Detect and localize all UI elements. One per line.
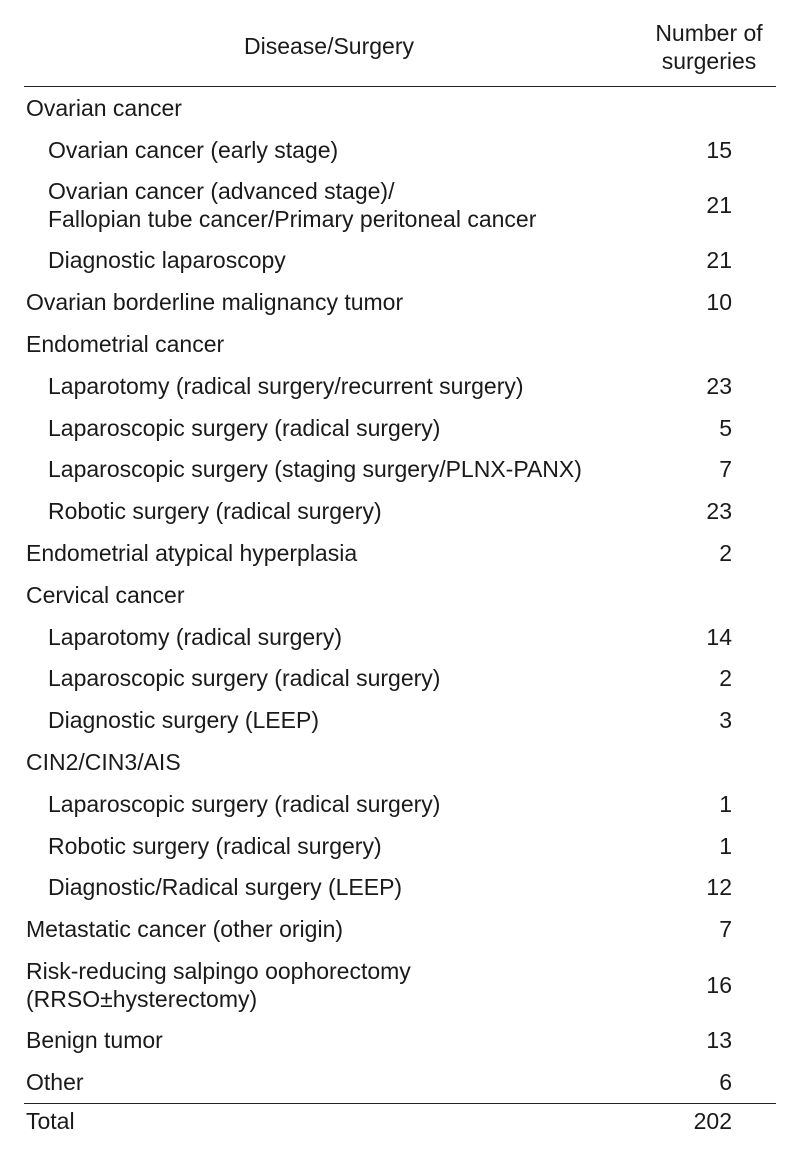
table-row bbox=[24, 616, 776, 658]
row-label bbox=[24, 177, 692, 233]
row-label bbox=[24, 246, 692, 274]
row-label bbox=[24, 1026, 692, 1054]
row-label bbox=[24, 497, 692, 525]
table-row bbox=[24, 87, 776, 129]
table-row bbox=[24, 741, 776, 783]
row-label bbox=[24, 539, 692, 567]
row-label bbox=[24, 664, 692, 692]
row-label bbox=[24, 748, 692, 776]
table-row bbox=[24, 658, 776, 700]
table-row bbox=[24, 1019, 776, 1061]
total-label: Total bbox=[26, 1107, 75, 1134]
table-row bbox=[24, 407, 776, 449]
row-label-text: Benign tumor bbox=[26, 1027, 163, 1054]
row-label bbox=[24, 581, 692, 609]
table-row bbox=[24, 171, 776, 240]
row-count: 3 bbox=[719, 707, 732, 734]
row-label bbox=[24, 136, 692, 164]
table-row bbox=[24, 950, 776, 1019]
header-count-line2: surgeries bbox=[661, 48, 757, 74]
row-label-text-line2: (RRSO±hysterectomy) bbox=[26, 985, 258, 1012]
table-row bbox=[24, 574, 776, 616]
total-row bbox=[24, 1103, 776, 1138]
row-label bbox=[24, 915, 692, 943]
row-label-text: Robotic surgery (radical surgery) bbox=[48, 498, 382, 525]
surgery-table bbox=[24, 14, 776, 1138]
row-label-text: Diagnostic laparoscopy bbox=[48, 247, 286, 274]
table-row bbox=[24, 908, 776, 950]
row-label-text: Laparotomy (radical surgery) bbox=[48, 623, 343, 650]
row-count: 7 bbox=[719, 456, 732, 483]
header-number-of-surgeries bbox=[634, 19, 784, 75]
row-count: 2 bbox=[719, 540, 732, 567]
row-count: 14 bbox=[706, 623, 732, 650]
table-row bbox=[24, 281, 776, 323]
row-count: 13 bbox=[706, 1027, 732, 1054]
row-label-text: Metastatic cancer (other origin) bbox=[26, 916, 344, 943]
total-count: 202 bbox=[693, 1107, 732, 1134]
row-label-text: Ovarian borderline malignancy tumor bbox=[26, 289, 404, 316]
row-label bbox=[24, 288, 692, 316]
row-label-text: Risk-reducing salpingo oophorectomy bbox=[26, 957, 411, 984]
row-label-text: Robotic surgery (radical surgery) bbox=[48, 832, 382, 859]
table-body bbox=[24, 87, 776, 1103]
row-count: 23 bbox=[706, 372, 732, 399]
row-label-text: Cervical cancer bbox=[26, 581, 185, 608]
row-count: 2 bbox=[719, 665, 732, 692]
table-row bbox=[24, 365, 776, 407]
table-row bbox=[24, 867, 776, 909]
row-label-text: Endometrial atypical hyperplasia bbox=[26, 540, 358, 567]
row-label bbox=[24, 957, 692, 1013]
row-label-text: Ovarian cancer (advanced stage)/ bbox=[48, 178, 395, 205]
row-label-text: Laparoscopic surgery (radical surgery) bbox=[48, 665, 441, 692]
table-row bbox=[24, 323, 776, 365]
table-row bbox=[24, 699, 776, 741]
row-label bbox=[24, 790, 692, 818]
row-label-text: Diagnostic/Radical surgery (LEEP) bbox=[48, 874, 403, 901]
table-row bbox=[24, 490, 776, 532]
row-label-text: Ovarian cancer (early stage) bbox=[48, 136, 339, 163]
row-label bbox=[24, 330, 692, 358]
row-label-text: Ovarian cancer bbox=[26, 94, 182, 121]
table-row bbox=[24, 825, 776, 867]
row-count: 6 bbox=[719, 1068, 732, 1095]
row-label bbox=[24, 372, 692, 400]
row-count: 23 bbox=[706, 498, 732, 525]
row-label-text-line2: Fallopian tube cancer/Primary peritoneal cancer bbox=[48, 206, 537, 233]
row-label-text: Laparoscopic surgery (staging surgery/PLNX-PANX) bbox=[48, 456, 582, 483]
row-label-text: Endometrial cancer bbox=[26, 331, 225, 358]
row-count: 10 bbox=[706, 289, 732, 316]
table-header bbox=[24, 14, 776, 87]
row-label-text: CIN2/CIN3/AIS bbox=[26, 749, 181, 776]
table-row bbox=[24, 449, 776, 491]
header-disease-surgery: Disease/Surgery bbox=[243, 33, 415, 59]
table-row bbox=[24, 1061, 776, 1103]
row-label bbox=[24, 706, 692, 734]
row-count: 21 bbox=[706, 192, 732, 219]
row-label-text: Laparotomy (radical surgery/recurrent surgery) bbox=[48, 372, 524, 399]
row-label bbox=[24, 455, 692, 483]
table-row bbox=[24, 129, 776, 171]
row-label bbox=[24, 414, 692, 442]
row-label bbox=[24, 873, 692, 901]
header-count-line1: Number of bbox=[655, 20, 763, 46]
row-count: 15 bbox=[706, 136, 732, 163]
row-label bbox=[24, 623, 692, 651]
row-label bbox=[24, 832, 692, 860]
table-row bbox=[24, 783, 776, 825]
table-row bbox=[24, 532, 776, 574]
row-count: 7 bbox=[719, 916, 732, 943]
table-row bbox=[24, 240, 776, 282]
row-count: 5 bbox=[719, 414, 732, 441]
row-label-text: Other bbox=[26, 1068, 84, 1095]
row-count: 21 bbox=[706, 247, 732, 274]
row-label-text: Diagnostic surgery (LEEP) bbox=[48, 707, 319, 734]
row-label bbox=[24, 1068, 692, 1096]
row-label-text: Laparoscopic surgery (radical surgery) bbox=[48, 414, 441, 441]
row-label bbox=[24, 94, 692, 122]
row-count: 12 bbox=[706, 874, 732, 901]
row-count: 16 bbox=[706, 971, 732, 998]
row-count: 1 bbox=[719, 790, 732, 817]
row-label-text: Laparoscopic surgery (radical surgery) bbox=[48, 790, 441, 817]
row-count: 1 bbox=[719, 832, 732, 859]
